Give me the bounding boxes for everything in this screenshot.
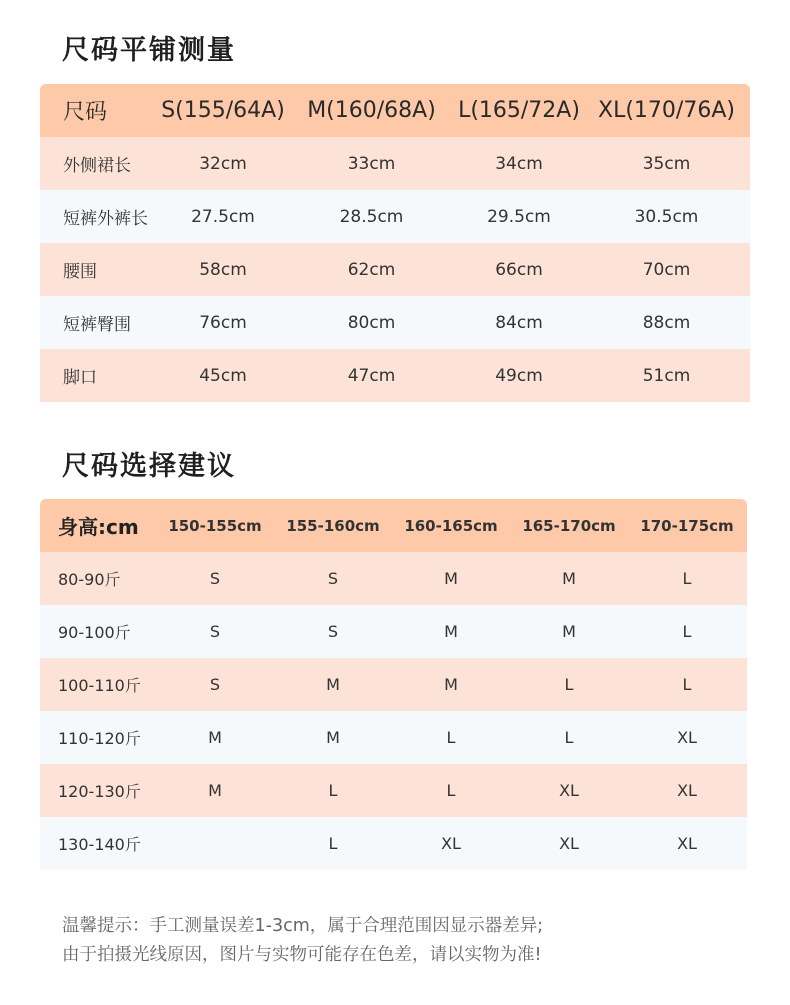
table-cell: 34cm xyxy=(495,153,543,174)
row-label: 130-140斤 xyxy=(58,835,141,854)
table-cell: M xyxy=(326,728,340,747)
table-row xyxy=(40,711,747,764)
table-row xyxy=(40,190,750,243)
table-cell: M xyxy=(562,569,576,588)
table-cell: L xyxy=(682,622,692,641)
table-cell: 33cm xyxy=(347,153,396,174)
row-label: 外侧裙长 xyxy=(63,156,131,176)
table-cell: L xyxy=(446,781,456,800)
table-row xyxy=(40,605,747,658)
table-cell: M xyxy=(444,569,458,588)
table-cell: XL xyxy=(677,781,697,800)
table-cell: S xyxy=(327,569,339,588)
row-label: 80-90斤 xyxy=(58,570,121,589)
table-cell: 76cm xyxy=(199,312,247,333)
row-label: 脚口 xyxy=(63,368,97,388)
header-cell: XL(170/76A) xyxy=(598,98,735,123)
table-cell: XL xyxy=(441,834,461,853)
header-cell: 165-170cm xyxy=(522,516,616,535)
table-cell: 27.5cm xyxy=(191,206,255,227)
row-label: 腰围 xyxy=(63,262,97,282)
table-cell: 35cm xyxy=(642,153,691,174)
table-cell: 28.5cm xyxy=(339,206,404,227)
table-cell: 62cm xyxy=(347,259,396,280)
table-row xyxy=(40,296,750,349)
row-label: 100-110斤 xyxy=(58,676,141,695)
table-cell: XL xyxy=(677,834,697,853)
row-label: 90-100斤 xyxy=(58,623,131,642)
table-cell: 30.5cm xyxy=(634,206,699,227)
table-row xyxy=(40,817,747,870)
table-cell: L xyxy=(328,834,338,853)
table-cell: 66cm xyxy=(495,259,543,280)
header-cell: 身高:cm xyxy=(58,515,139,539)
table-row xyxy=(40,137,750,190)
fit-section-title: 尺码选择建议 xyxy=(62,451,236,482)
table-cell: M xyxy=(208,781,222,800)
table-cell: XL xyxy=(559,834,579,853)
header-cell: 155-160cm xyxy=(286,516,380,535)
header-cell: S(155/64A) xyxy=(161,98,285,123)
table-row xyxy=(40,243,750,296)
header-cell: 160-165cm xyxy=(404,516,498,535)
table-cell: XL xyxy=(677,728,697,747)
table-cell: M xyxy=(562,622,576,641)
fit-table xyxy=(40,499,747,870)
header-cell: M(160/68A) xyxy=(307,98,436,123)
header-cell: 尺码 xyxy=(63,100,108,125)
size-table xyxy=(40,84,750,402)
row-label: 110-120斤 xyxy=(58,729,141,748)
table-cell: 70cm xyxy=(642,259,691,280)
fit-table-header xyxy=(40,499,747,552)
table-row xyxy=(40,349,750,402)
table-cell: L xyxy=(682,675,692,694)
table-cell: 29.5cm xyxy=(487,206,551,227)
measurement-note: 温馨提示：手工测量误差1-3cm，属于合理范围因显示器差异; xyxy=(62,916,544,936)
table-cell: 88cm xyxy=(642,312,691,333)
table-cell: XL xyxy=(559,781,579,800)
size-section-title: 尺码平铺测量 xyxy=(62,35,236,66)
table-cell: L xyxy=(564,728,574,747)
row-label: 短裤臀围 xyxy=(63,315,131,335)
table-cell: S xyxy=(209,622,221,641)
header-cell: 170-175cm xyxy=(640,516,734,535)
table-cell: 32cm xyxy=(199,153,247,174)
table-cell: L xyxy=(564,675,574,694)
table-row xyxy=(40,764,747,817)
table-cell: S xyxy=(209,675,221,694)
header-cell: L(165/72A) xyxy=(458,98,580,123)
table-cell: 51cm xyxy=(642,365,691,386)
table-cell: 45cm xyxy=(199,365,247,386)
row-label: 短裤外裤长 xyxy=(63,209,148,229)
table-cell: 49cm xyxy=(495,365,543,386)
table-cell: M xyxy=(208,728,222,747)
table-row xyxy=(40,552,747,605)
table-cell: S xyxy=(209,569,221,588)
table-cell: S xyxy=(327,622,339,641)
table-cell: 47cm xyxy=(347,365,396,386)
table-cell: L xyxy=(446,728,456,747)
size-table-header xyxy=(40,84,750,137)
table-cell: M xyxy=(444,675,458,694)
table-cell: 80cm xyxy=(347,312,396,333)
table-cell: L xyxy=(328,781,338,800)
table-row xyxy=(40,658,747,711)
table-cell: L xyxy=(682,569,692,588)
table-cell: M xyxy=(444,622,458,641)
table-cell: M xyxy=(326,675,340,694)
table-cell: 84cm xyxy=(495,312,543,333)
table-cell: 58cm xyxy=(199,259,247,280)
header-cell: 150-155cm xyxy=(168,516,262,535)
color-difference-note: 由于拍摄光线原因，图片与实物可能存在色差，请以实物为准! xyxy=(62,945,542,965)
row-label: 120-130斤 xyxy=(58,782,141,801)
